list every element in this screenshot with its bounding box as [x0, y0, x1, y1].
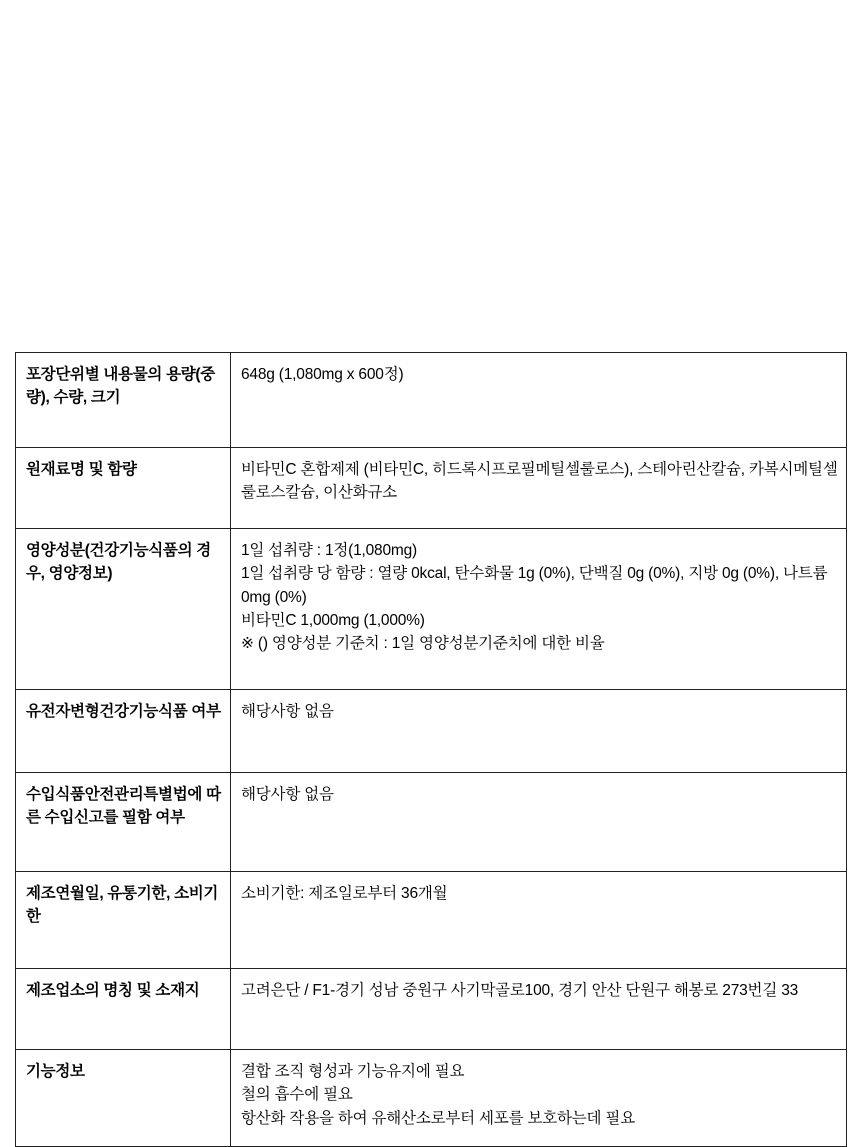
table-row: [16, 690, 847, 773]
row-value-package-unit: [231, 353, 847, 448]
product-spec-table: [15, 352, 847, 1147]
table-row: [16, 1050, 847, 1147]
row-label-package-unit: 포장단위별 내용물의 용량(중량), 수량, 크기: [16, 353, 231, 448]
row-label-ingredients: 원재료명 및 함량: [16, 448, 231, 529]
table-row: [16, 872, 847, 969]
row-value-import-declaration: [231, 773, 847, 872]
row-label-nutrition: 영양성분(건강기능식품의 경우, 영양정보): [16, 529, 231, 690]
value-line: 648g (1,080mg x 600정): [241, 366, 404, 383]
row-value-manufacturer: [231, 969, 847, 1050]
row-value-function-info: [231, 1050, 847, 1147]
value-line: 소비기한: 제조일로부터 36개월: [241, 885, 448, 902]
table-row: [16, 773, 847, 872]
value-line: 항산화 작용을 하여 유해산소로부터 세포를 보호하는데 필요: [241, 1109, 635, 1127]
value-line: 비타민C 1,000mg (1,000%): [241, 611, 425, 629]
row-value-gmo: [231, 690, 847, 773]
row-label-gmo: 유전자변형건강기능식품 여부: [16, 690, 231, 773]
value-line: 고려은단 / F1-경기 성남 중원구 사기막골로100, 경기 안산 단원구 해봉로 273번길 33: [241, 982, 799, 999]
value-line: 비타민C 혼합제제 (비타민C, 히드록시프로필메틸셀룰로스), 스테아린산칼슘, 카복시메틸셀룰로스칼슘, 이산화규소: [241, 461, 838, 502]
table-row: [16, 969, 847, 1050]
value-line: 해당사항 없음: [241, 703, 334, 720]
row-value-dates: [231, 872, 847, 969]
row-label-function-info: 기능정보: [16, 1050, 231, 1147]
table-body: [16, 353, 847, 1147]
row-label-dates: 제조연월일, 유통기한, 소비기한: [16, 872, 231, 969]
value-line: 철의 흡수에 필요: [241, 1086, 353, 1104]
row-value-ingredients: [231, 448, 847, 529]
table-row: [16, 448, 847, 529]
table-row: [16, 353, 847, 448]
value-line: 해당사항 없음: [241, 786, 334, 803]
value-line: ※ () 영양성분 기준치 : 1일 영양성분기준치에 대한 비율: [241, 635, 605, 652]
value-line: 1일 섭취량 당 함량 : 열량 0kcal, 탄수화물 1g (0%), 단백질 0g (0%), 지방 0g (0%), 나트륨 0mg (0%): [241, 565, 832, 606]
row-label-manufacturer: 제조업소의 명칭 및 소재지: [16, 969, 231, 1050]
value-line: 1일 섭취량 : 1정(1,080mg): [241, 542, 417, 559]
row-label-import-declaration: 수입식품안전관리특별법에 따른 수입신고를 필함 여부: [16, 773, 231, 872]
table-row: [16, 529, 847, 690]
row-value-nutrition: [231, 529, 847, 690]
value-line: 결합 조직 형성과 기능유지에 필요: [241, 1063, 465, 1080]
